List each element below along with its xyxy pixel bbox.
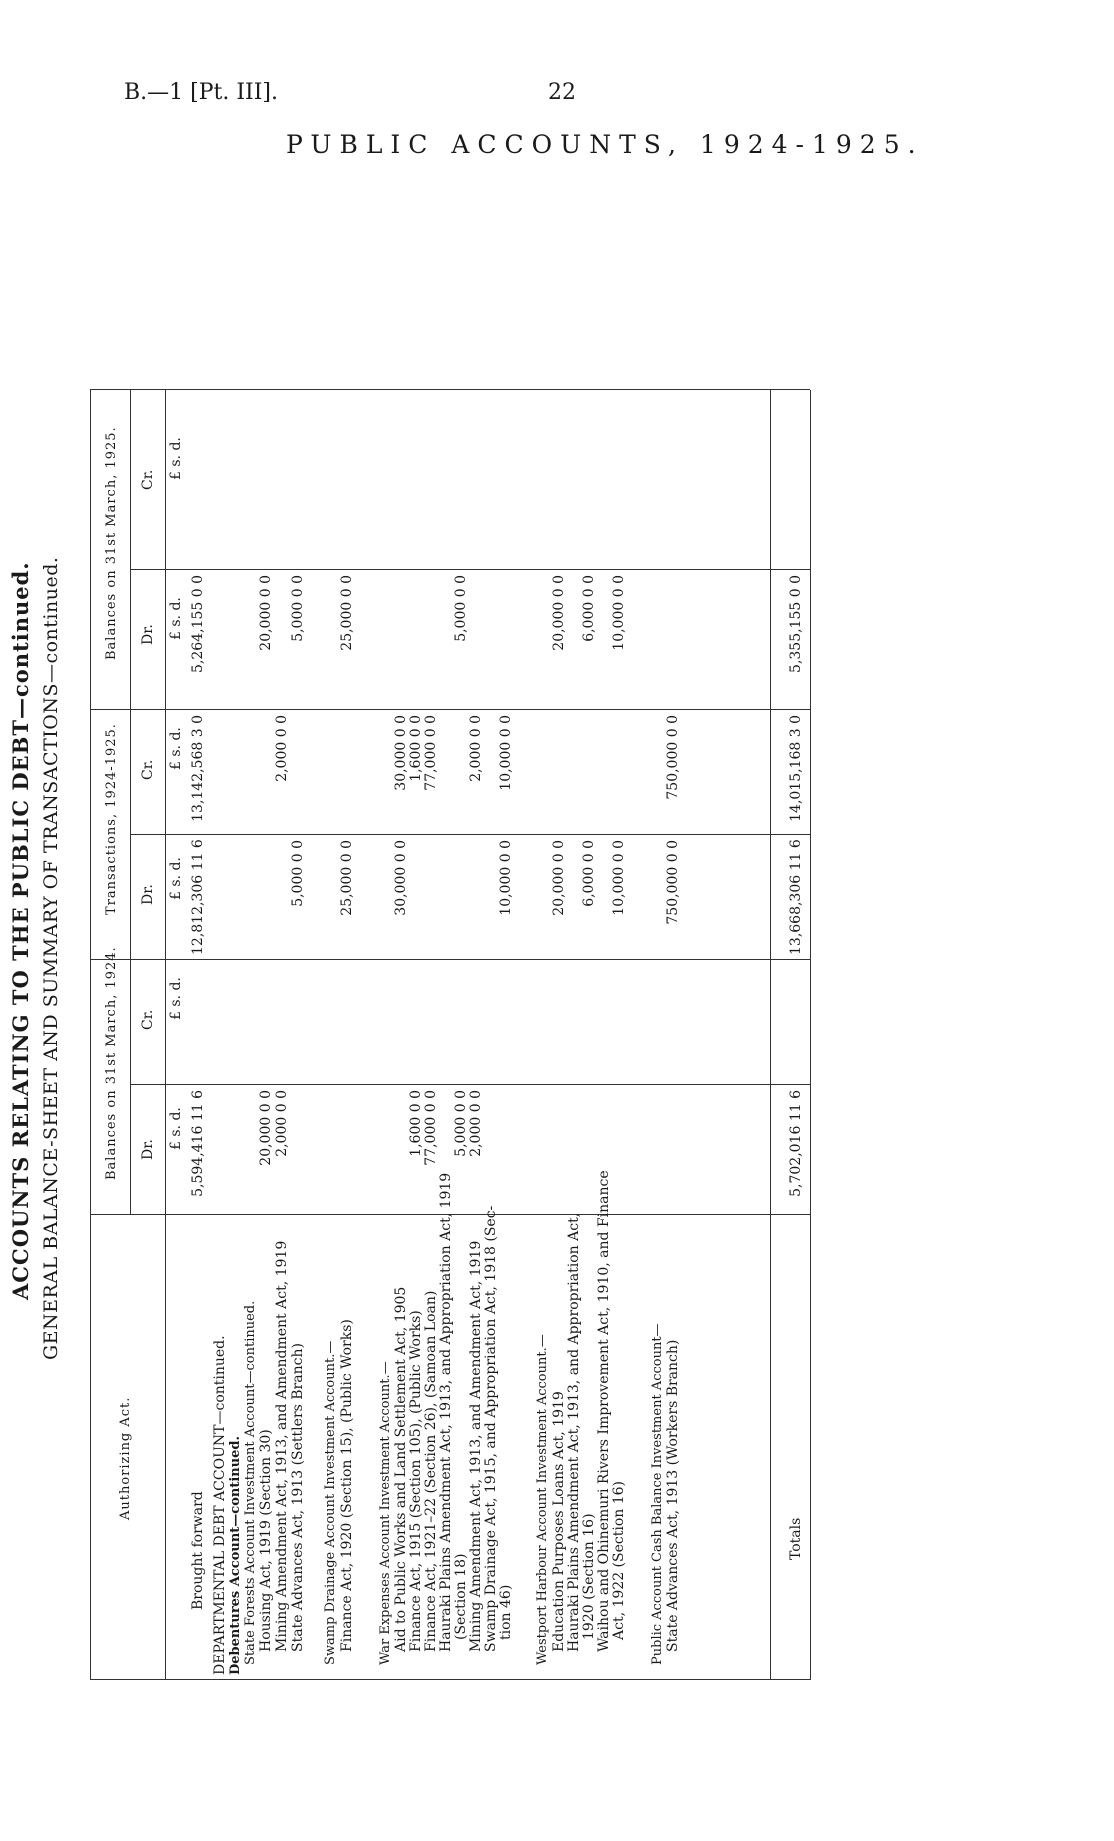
row-label: Aid to Public Works and Land Settlement Act, 1905 (393, 1286, 409, 1652)
column-rule-transactions (90, 709, 810, 710)
units-label: £ s. d. (168, 857, 184, 900)
amount-cell: 2,000 0 0 (274, 715, 290, 782)
section-heading: DEPARTMENTAL DEBT ACCOUNT—continued. (212, 1335, 228, 1675)
amount-cell: 12,812,306 11 6 (190, 839, 206, 955)
totals-top-rule (770, 390, 771, 1680)
row-label-brought-forward: Brought forward (190, 1491, 206, 1610)
table-bottom-rule (810, 390, 811, 1680)
section-heading: War Expenses Account Investment Account.— (378, 1361, 393, 1665)
amount-cell: 1,600 0 0 (408, 1090, 424, 1157)
amount-cell: 10,000 0 0 (498, 715, 514, 791)
page-number: 22 (548, 80, 576, 105)
header-cr: Cr. (140, 469, 156, 490)
row-label: Finance Act, 1921–22 (Section 26), (Samoan Loan) (423, 1290, 439, 1652)
header-dr: Dr. (140, 884, 156, 905)
amount-cell: 20,000 0 0 (258, 575, 274, 651)
amount-cell-total: 5,355,155 0 0 (788, 575, 804, 673)
amount-cell: 6,000 0 0 (581, 840, 597, 907)
header-dr: Dr. (140, 624, 156, 645)
units-label: £ s. d. (168, 437, 184, 480)
amount-cell: 10,000 0 0 (611, 840, 627, 916)
header-balances-1925: Balances on 31st March, 1925. (104, 426, 119, 660)
header-dr: Dr. (140, 1139, 156, 1160)
row-label: Education Purposes Loans Act, 1919 (551, 1391, 567, 1652)
amount-cell: 20,000 0 0 (551, 575, 567, 651)
amount-cell: 10,000 0 0 (611, 575, 627, 651)
amount-cell: 2,000 0 0 (468, 715, 484, 782)
row-label: Finance Act, 1920 (Section 15), (Public Works) (339, 1319, 355, 1652)
row-label: Mining Amendment Act, 1913, and Amendment Act, 1919 (274, 1240, 290, 1652)
header-bottom-rule (165, 390, 166, 1680)
units-label: £ s. d. (168, 1107, 184, 1150)
table-title: ACCOUNTS RELATING TO THE PUBLIC DEBT—continued. (8, 561, 33, 1300)
row-label: 1920 (Section 16) (581, 1513, 597, 1640)
row-label-totals: Totals (788, 1517, 804, 1560)
row-label: Housing Act, 1919 (Section 30) (258, 1429, 274, 1652)
column-rule-b24-drcr (130, 1084, 810, 1085)
units-label: £ s. d. (168, 597, 184, 640)
section-heading: Debentures Account—continued. (228, 1435, 243, 1675)
row-label: Act, 1922 (Section 16) (611, 1480, 627, 1640)
amount-cell: 5,000 0 0 (290, 575, 306, 642)
amount-cell: 6,000 0 0 (581, 575, 597, 642)
amount-cell-total: 13,668,306 11 6 (788, 839, 804, 955)
column-rule-b25-drcr (130, 569, 810, 570)
row-label: Waihou and Ohinemuri Rivers Improvement Act, 1910, and Finance (596, 1170, 612, 1652)
amount-cell: 5,594,416 11 6 (190, 1090, 206, 1197)
amount-cell: 20,000 0 0 (258, 1090, 274, 1166)
table-left-rule (90, 1679, 810, 1680)
running-title: PUBLIC ACCOUNTS, 1924-1925. (286, 130, 924, 159)
amount-cell: 25,000 0 0 (339, 840, 355, 916)
amount-cell-total: 14,015,168 3 0 (788, 715, 804, 822)
amount-cell: 30,000 0 0 (393, 715, 409, 791)
row-label: Swamp Drainage Act, 1915, and Appropriation Act, 1918 (Sec- (483, 1205, 499, 1652)
section-heading: State Forests Account Investment Account—continued. (243, 1300, 258, 1665)
row-label: Finance Act, 1915 (Section 105), (Public Works) (408, 1310, 424, 1652)
column-rule-tr-drcr (130, 834, 810, 835)
row-label: (Section 18) (453, 1553, 469, 1640)
rotated-table-page (0, 180, 860, 1720)
amount-cell: 5,000 0 0 (290, 840, 306, 907)
section-heading: Westport Harbour Account Investment Account.— (535, 1334, 550, 1665)
amount-cell: 5,264,155 0 0 (190, 575, 206, 673)
table-subtitle: GENERAL BALANCE-SHEET AND SUMMARY OF TRANSACTIONS—continued. (40, 556, 62, 1360)
amount-cell: 2,000 0 0 (468, 1090, 484, 1157)
amount-cell: 2,000 0 0 (274, 1090, 290, 1157)
amount-cell: 20,000 0 0 (551, 840, 567, 916)
amount-cell: 750,000 0 0 (665, 840, 681, 925)
amount-cell: 77,000 0 0 (423, 715, 439, 791)
section-heading: Swamp Drainage Account Investment Account.— (323, 1340, 338, 1665)
amount-cell: 750,000 0 0 (665, 715, 681, 800)
units-label: £ s. d. (168, 727, 184, 770)
column-rule-bal-1924 (90, 959, 810, 960)
row-label: Mining Amendment Act, 1913, and Amendment Act, 1919 (468, 1240, 484, 1652)
page-reference: B.—1 [Pt. III]. (124, 80, 279, 105)
row-label: Hauraki Plains Amendment Act, 1913, and Appropriation Act, 1919 (438, 1172, 454, 1652)
amount-cell: 13,142,568 3 0 (190, 715, 206, 822)
amount-cell-total: 5,702,016 11 6 (788, 1090, 804, 1197)
header-cr: Cr. (140, 759, 156, 780)
header-authorizing-act: Authorizing Act. (118, 1396, 133, 1520)
header-balances-1924: Balances on 31st March, 1924. (104, 946, 119, 1180)
header-transactions: Transactions, 1924-1925. (104, 723, 119, 915)
amount-cell: 5,000 0 0 (453, 1090, 469, 1157)
amount-cell: 10,000 0 0 (498, 840, 514, 916)
row-label: Hauraki Plains Amendment Act, 1913, and Appropriation Act, (566, 1212, 582, 1652)
amount-cell: 30,000 0 0 (393, 840, 409, 916)
section-heading: Public Account Cash Balance Investment Account— (650, 1323, 665, 1665)
header-cr: Cr. (140, 1009, 156, 1030)
subheader-rule (130, 390, 131, 1215)
units-label: £ s. d. (168, 977, 184, 1020)
row-label: State Advances Act, 1913 (Settlers Branch) (290, 1343, 306, 1652)
table-top-rule (90, 390, 91, 1680)
row-label: State Advances Act, 1913 (Workers Branch) (665, 1339, 681, 1652)
row-label: tion 46) (498, 1584, 514, 1640)
amount-cell: 77,000 0 0 (423, 1090, 439, 1166)
amount-cell: 5,000 0 0 (453, 575, 469, 642)
amount-cell: 25,000 0 0 (339, 575, 355, 651)
table-right-rule (90, 389, 810, 390)
amount-cell: 1,600 0 0 (408, 715, 424, 782)
